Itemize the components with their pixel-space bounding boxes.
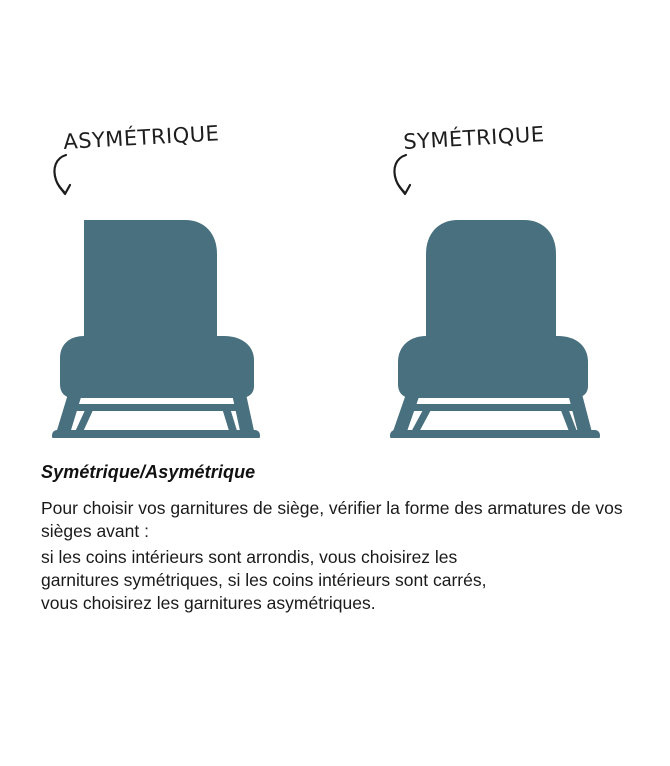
body-paragraph-2-line: vous choisirez les garnitures asymétriques. xyxy=(41,593,376,614)
section-subtitle: Symétrique/Asymétrique xyxy=(41,462,256,482)
body-paragraph-2-line: garnitures symétriques, si les coins intérieurs sont carrés, xyxy=(41,569,487,590)
seat-label-symmetric: SYMÉTRIQUE xyxy=(402,122,546,154)
text-area xyxy=(41,462,641,615)
seat-label-asymmetric: ASYMÉTRIQUE xyxy=(62,121,220,154)
car-seat-frame-symmetric-icon xyxy=(382,158,612,438)
body-paragraph-2 xyxy=(41,546,641,616)
body-paragraph-1: Pour choisir vos garnitures de siège, vérifier la forme des armatures de vos sièges avant : xyxy=(41,498,623,542)
body-paragraph-2-line: si les coins intérieurs sont arrondis, vous choisirez les xyxy=(41,546,458,567)
car-seat-frame-asymmetric-icon xyxy=(42,158,272,438)
